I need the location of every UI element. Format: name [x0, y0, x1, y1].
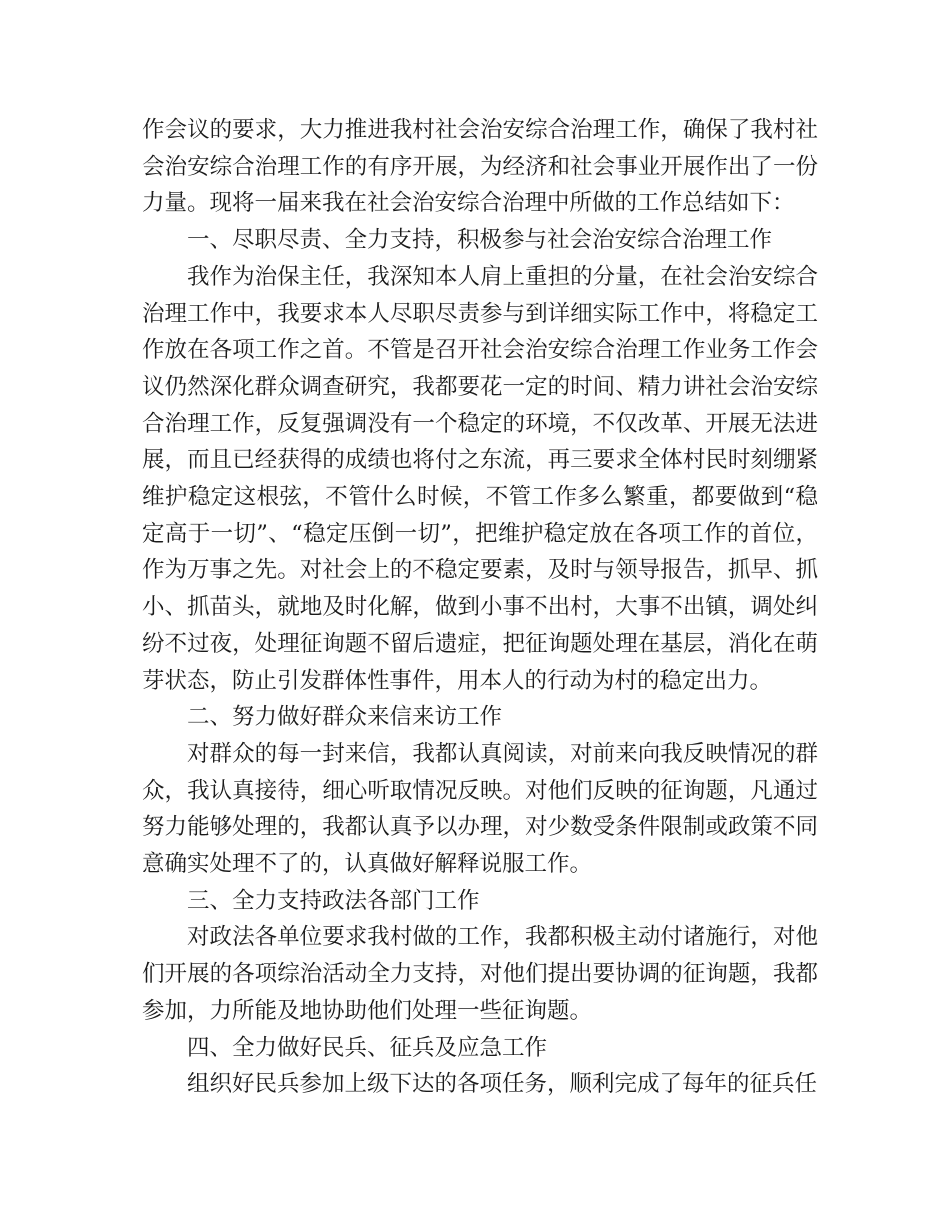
- section-heading-2: 二、努力做好群众来信来访工作: [187, 704, 503, 731]
- section-heading-3: 三、全力支持政法各部门工作: [187, 887, 480, 914]
- paragraph-intro: 作会议的要求，大力推进我村社会治安综合治理工作，确保了我村社会治安综合治理工作的有序开展，为经济和社会事业开展作出了一份力量。现将一届来我在社会治安综合治理中所做的工作总结如下：: [142, 117, 818, 217]
- document-body: [142, 112, 818, 1103]
- paragraph-section-2: 对群众的每一封来信，我都认真阅读，对前来向我反映情况的群众，我认真接待，细心听取情况反映。对他们反映的征询题，凡通过努力能够处理的，我都认真予以办理，对少数受条件限制或政策不同意确实处理不了的，认真做好解释说服工作。: [142, 740, 818, 878]
- section-heading-1: 一、尽职尽责、全力支持，积极参与社会治安综合治理工作: [187, 227, 773, 254]
- paragraph-section-3: 对政法各单位要求我村做的工作，我都积极主动付诸施行，对他们开展的各项综治活动全力支持，对他们提出要协调的征询题，我都参加，力所能及地协助他们处理一些征询题。: [142, 924, 818, 1024]
- section-heading-4: 四、全力做好民兵、征兵及应急工作: [187, 1034, 548, 1061]
- paragraph-section-4: 组织好民兵参加上级下达的各项任务，顺利完成了每年的征兵任: [187, 1071, 818, 1098]
- paragraph-section-1: 我作为治保主任，我深知本人肩上重担的分量，在社会治安综合治理工作中，我要求本人尽职尽责参与到详细实际工作中，将稳定工作放在各项工作之首。不管是召开社会治安综合治理工作业务工作会议仍然深化群众调查研究，我都要花一定的时间、精力讲社会治安综合治理工作，反复强调没有一个稳定的环境，不仅改革、开展无法进展，而且已经获得的成绩也将付之东流，再三要求全体村民时刻绷紧维护稳定这根弦，不管什么时候，不管工作多么繁重，都要做到“稳定高于一切”、“稳定压倒一切”，把维护稳定放在各项工作的首位，作为万事之先。对社会上的不稳定要素，及时与领导报告，抓早、抓小、抓苗头，就地及时化解，做到小事不出村，大事不出镇，调处纠纷不过夜，处理征询题不留后遗症，把征询题处理在基层，消化在萌芽状态，防止引发群体性事件，用本人的行动为村的稳定出力。: [142, 263, 818, 694]
